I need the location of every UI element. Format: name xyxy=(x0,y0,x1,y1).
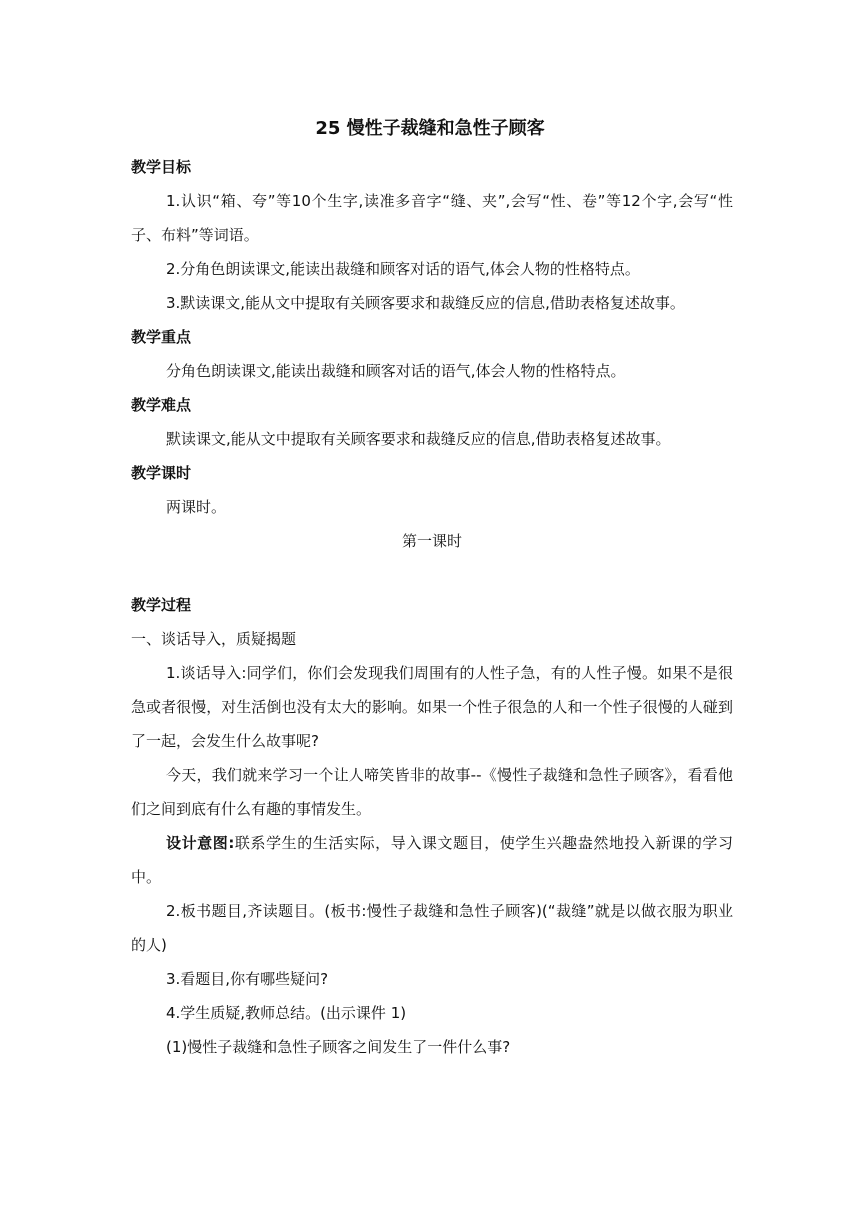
process-paragraph-3: 2.板书题目,齐读题目。(板书:慢性子裁缝和急性子顾客)(“裁缝”就是以做衣服为职业的人) xyxy=(131,902,733,954)
process-paragraph-5: 4.学生质疑,教师总结。(出示课件 1) xyxy=(166,1004,407,1022)
difficulties-text: 默读课文,能从文中提取有关顾客要求和裁缝反应的信息,借助表格复述故事。 xyxy=(166,430,671,448)
key-points-text: 分角色朗读课文,能读出裁缝和顾客对话的语气,体会人物的性格特点。 xyxy=(166,362,626,380)
process-heading: 教学过程 xyxy=(131,596,192,614)
difficulties-heading: 教学难点 xyxy=(131,396,192,414)
document-body xyxy=(131,150,733,1064)
process-paragraph-2: 今天，我们就来学习一个让人啼笑皆非的故事--《慢性子裁缝和急性子顾客》，看看他们之间到底有什么有趣的事情发生。 xyxy=(131,766,733,818)
process-paragraph-6: (1)慢性子裁缝和急性子顾客之间发生了一件什么事? xyxy=(166,1038,511,1056)
lesson-label: 第一课时 xyxy=(401,532,462,550)
design-intent-text: 联系学生的生活实际，导入课文题目，使学生兴趣盎然地投入新课的学习中。 xyxy=(131,834,733,886)
design-intent-paragraph xyxy=(131,826,733,894)
design-intent-label: 设计意图: xyxy=(166,834,235,852)
document-title: 25 慢性子裁缝和急性子顾客 xyxy=(315,118,545,139)
goal-item-2: 2.分角色朗读课文,能读出裁缝和顾客对话的语气,体会人物的性格特点。 xyxy=(166,260,640,278)
hours-heading: 教学课时 xyxy=(131,464,192,482)
spacer xyxy=(131,558,733,588)
hours-text: 两课时。 xyxy=(166,498,227,516)
process-paragraph-1: 1.谈话导入:同学们，你们会发现我们周围有的人性子急，有的人性子慢。如果不是很急或者很慢，对生活倒也没有太大的影响。如果一个性子很急的人和一个性子很慢的人碰到了一起，会发生什么故事呢? xyxy=(131,664,733,750)
section-heading-1: 一、谈话导入，质疑揭题 xyxy=(131,630,297,648)
goals-heading: 教学目标 xyxy=(131,158,192,176)
key-points-heading: 教学重点 xyxy=(131,328,192,346)
goal-item-1: 1.认识“箱、夸”等10个生字,读准多音字“缝、夹”,会写“性、卷”等12个字,会写“性子、布料”等词语。 xyxy=(131,192,733,244)
process-paragraph-4: 3.看题目,你有哪些疑问? xyxy=(166,970,329,988)
goal-item-3: 3.默读课文,能从文中提取有关顾客要求和裁缝反应的信息,借助表格复述故事。 xyxy=(166,294,685,312)
